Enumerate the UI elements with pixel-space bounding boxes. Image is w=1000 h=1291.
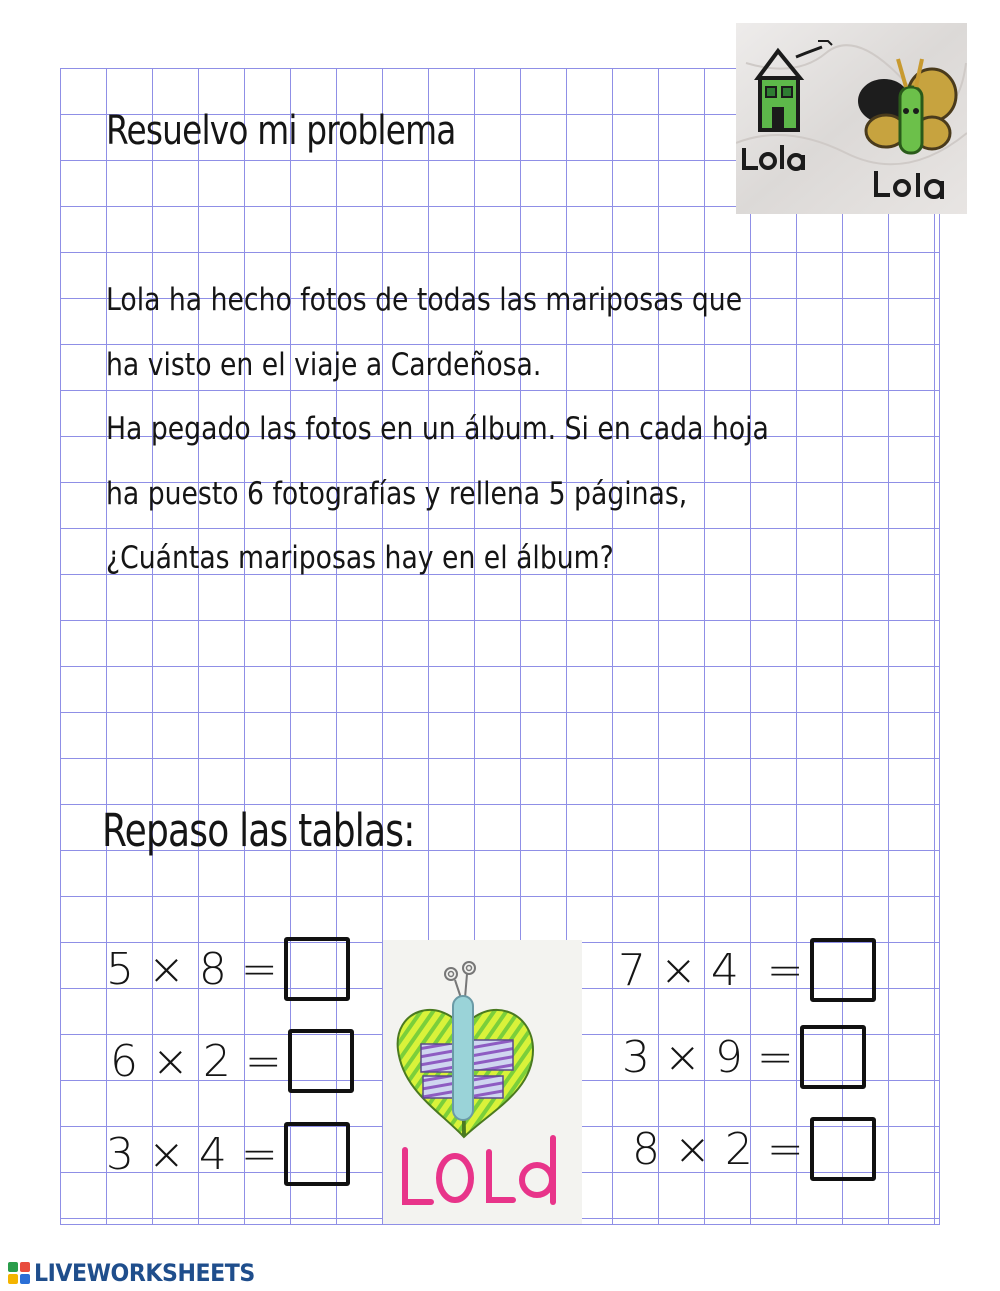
equation-row [106,1117,350,1191]
equation-text: 3 × 9 = [622,1031,794,1083]
answer-box[interactable] [284,937,350,1001]
liveworksheets-logo-text: LIVEWORKSHEETS [34,1259,255,1287]
drawing-illustration [736,23,967,214]
equation-text: 8 × 2 = [632,1123,804,1175]
problem-line: ha visto en el viaje a Cardeñosa. [106,346,542,383]
problem-line: Ha pegado las fotos en un álbum. Si en cada hoja [106,411,769,447]
problem-statement [106,268,880,591]
equation-row [618,933,876,1007]
equation-row [106,932,350,1006]
butterfly-illustration [383,940,582,1224]
equation-text: 3 × 4 = [106,1128,278,1180]
problem-line: ha puesto 6 fotografías y rellena 5 páginas, [106,475,688,512]
problem-line: Lola ha hecho fotos de todas las mariposas que [106,282,743,318]
equation-row [632,1112,876,1186]
equation-text: 6 × 2 = [110,1035,282,1087]
liveworksheets-logo-icon [8,1262,30,1284]
answer-box[interactable] [810,1117,876,1181]
answer-box[interactable] [288,1029,354,1093]
problem-line: ¿Cuántas mariposas hay en el álbum? [106,540,614,576]
equation-text: 5 × 8 = [106,943,278,995]
worksheet-title: Resuelvo mi problema [106,108,456,154]
liveworksheets-logo[interactable] [8,1258,274,1288]
equation-row [110,1024,354,1098]
answer-box[interactable] [800,1025,866,1089]
answer-box[interactable] [284,1122,350,1186]
child-drawing-house-butterfly [736,23,967,214]
equation-row [622,1020,866,1094]
answer-box[interactable] [810,938,876,1002]
equation-text: 7 × 4 = [618,944,804,996]
child-drawing-butterfly-lola [383,940,582,1224]
tables-subtitle: Repaso las tablas: [102,804,415,857]
